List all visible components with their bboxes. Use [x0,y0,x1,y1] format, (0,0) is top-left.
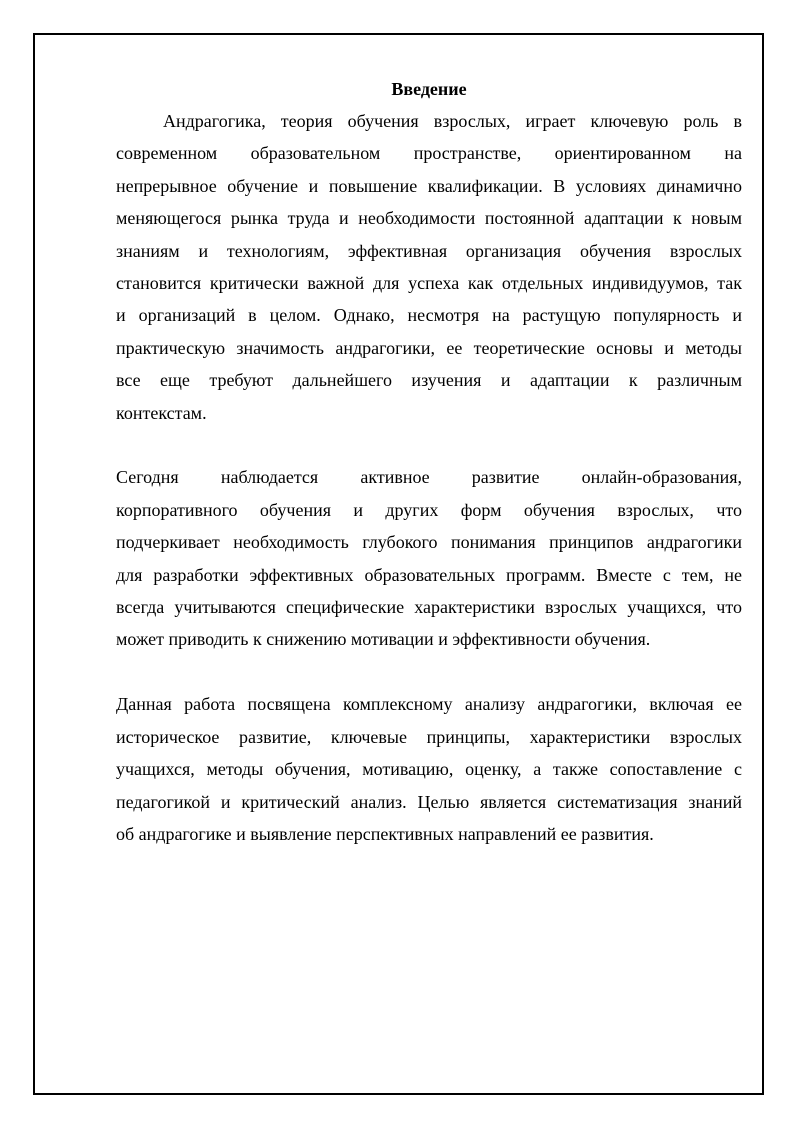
paragraph-line: все еще требуют дальнейшего изучения и адаптации к различным [116,370,742,391]
document-title: Введение [391,79,467,99]
paragraph-line: Андрагогика, теория обучения взрослых, играет ключевую роль в [163,111,742,131]
paragraph-line: может приводить к снижению мотивации и эффективности обучения. [116,629,651,650]
paragraph-line: практическую значимость андрагогики, ее теоретические основы и методы [116,337,742,358]
document-body [116,73,742,850]
paragraph-line: корпоративного обучения и других форм обучения взрослых, что [116,499,742,520]
paragraph-line: и организаций в целом. Однако, несмотря на растущую популярность и [116,305,742,326]
paragraph-line: историческое развитие, ключевые принципы, характеристики взрослых [116,726,742,747]
paragraph-line: современном образовательном пространстве, ориентированном на [116,143,742,164]
paragraph-spacer [116,429,742,461]
paragraph-container [116,105,742,850]
paragraph-line: об андрагогике и выявление перспективных направлений ее развития. [116,823,654,844]
paragraph-line: Сегодня наблюдается активное развитие онлайн-образования, [116,467,742,488]
paragraph-2 [116,461,742,655]
paragraph-line: Данная работа посвящена комплексному анализу андрагогики, включая ее [116,694,742,715]
paragraph-line: педагогикой и критический анализ. Целью является систематизация знаний [116,791,742,812]
paragraph-line: подчеркивает необходимость глубокого понимания принципов андрагогики [116,532,742,553]
paragraph-1 [116,105,742,429]
paragraph-line: для разработки эффективных образовательных программ. Вместе с тем, не [116,564,742,585]
paragraph-line: меняющегося рынка труда и необходимости постоянной адаптации к новым [116,208,742,229]
paragraph-3 [116,688,742,850]
paragraph-line: контекстам. [116,402,207,423]
paragraph-line: непрерывное обучение и повышение квалификации. В условиях динамично [116,175,742,196]
paragraph-line: знаниям и технологиям, эффективная организация обучения взрослых [116,240,742,261]
paragraph-spacer [116,656,742,688]
paragraph-line: всегда учитываются специфические характеристики взрослых учащихся, что [116,597,742,618]
paragraph-line: учащихся, методы обучения, мотивацию, оценку, а также сопоставление с [116,759,742,780]
paragraph-line: становится критически важной для успеха как отдельных индивидуумов, так [116,273,742,294]
